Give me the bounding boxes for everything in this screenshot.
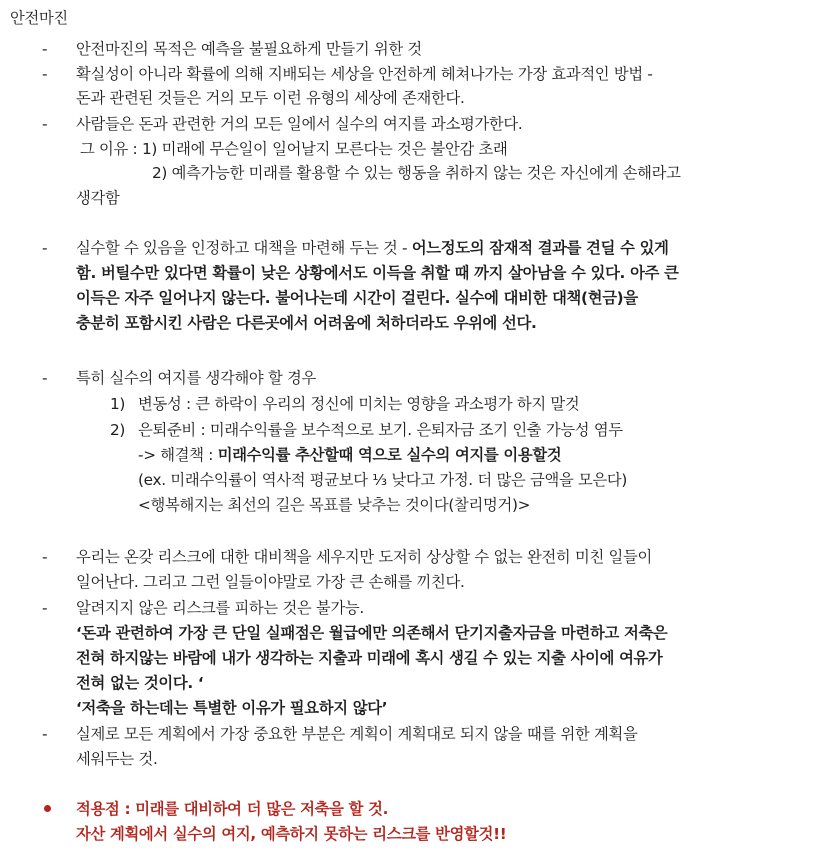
item-7-text: 알려지지 않은 리스크를 피하는 것은 불가능.	[76, 599, 364, 617]
sub-item-2-text: 은퇴준비 : 미래수익률을 보수적으로 보기. 은퇴자금 조기 인출 가능성 염두	[138, 421, 623, 439]
item-4-line-1	[76, 236, 669, 260]
sub-item-2-number: 2)	[110, 421, 126, 439]
dash-marker: -	[42, 725, 48, 743]
dash-marker: -	[42, 369, 48, 387]
dash-marker: -	[42, 40, 48, 58]
item-3-reason-2: 2) 예측가능한 미래를 활용할 수 있는 행동을 취하지 않는 것은 자신에게 손해라고	[152, 164, 681, 182]
item-4-line-2: 함. 버틸수만 있다면 확률이 낮은 상황에서도 이득을 취할 때 까지 살아남을 수 있다. 아주 큰	[76, 264, 679, 282]
item-8-line-1: 실제로 모든 계획에서 가장 중요한 부분은 계획이 계획대로 되지 않을 때를 위한 계획을	[76, 725, 638, 743]
quote-charlie-munger: <행복해지는 최선의 길은 목표를 낮추는 것이다(찰리멍거)>	[138, 496, 531, 514]
sub-item-1-text: 변동성 : 큰 하락이 우리의 정신에 미치는 영향을 과소평가 하지 말것	[138, 395, 580, 413]
dash-marker: -	[42, 65, 48, 83]
item-1-text: 안전마진의 목적은 예측을 불필요하게 만들기 위한 것	[76, 40, 422, 58]
item-8-line-2: 세워두는 것.	[76, 750, 158, 768]
item-6-line-2: 일어난다. 그리고 그런 일들이야말로 가장 큰 손해를 끼친다.	[76, 573, 465, 591]
sub-item-1-number: 1)	[110, 395, 126, 413]
apply-line-1: 적용점 : 미래를 대비하여 더 많은 저축을 할 것.	[76, 800, 389, 818]
solution-bold: 미래수익률 추산할때 역으로 실수의 여지를 이용할것	[217, 446, 562, 464]
item-4-line-4: 충분히 포함시킨 사람은 다른곳에서 어려움에 처하더라도 우위에 선다.	[76, 314, 537, 332]
item-6-line-1: 우리는 온갖 리스크에 대한 대비책을 세우지만 도저히 상상할 수 없는 완전히 미친 일들이	[76, 548, 652, 566]
quote-2: ‘저축을 하는데는 특별한 이유가 필요하지 않다’	[76, 699, 388, 717]
apply-line-2: 자산 계획에서 실수의 여지, 예측하지 못하는 리스크를 반영할것!!	[76, 825, 507, 843]
bullet-dot-icon	[44, 805, 51, 812]
solution-label: -> 해결책 :	[138, 446, 218, 464]
item-4-line-3: 이득은 자주 일어나지 않는다. 불어나는데 시간이 걸린다. 실수에 대비한 대책(현금)을	[76, 289, 638, 307]
quote-1-line-1: ‘돈과 관련하여 가장 큰 단일 실패점은 월급에만 의존해서 단기지출자금을 마련하고 저축은	[76, 624, 668, 642]
item-4-plain: 실수할 수 있음을 인정하고 대책을 마련해 두는 것 -	[76, 239, 412, 257]
quote-1-line-3: 전혀 없는 것이다. ‘	[76, 674, 204, 692]
item-5-text: 특히 실수의 여지를 생각해야 할 경우	[76, 369, 316, 387]
item-3-reason-2-cont: 생각함	[76, 189, 120, 207]
item-2-line-2: 돈과 관련된 것들은 거의 모두 이런 유형의 세상에 존재한다.	[76, 89, 465, 107]
doc-title: 안전마진	[10, 9, 68, 27]
item-4-bold: 어느정도의 잠재적 결과를 견딜 수 있게	[411, 239, 669, 257]
dash-marker: -	[42, 599, 48, 617]
dash-marker: -	[42, 548, 48, 566]
example-line: (ex. 미래수익률이 역사적 평균보다 ⅓ 낮다고 가정. 더 많은 금액을 모은다)	[138, 471, 628, 489]
dash-marker: -	[42, 239, 48, 257]
dash-marker: -	[42, 115, 48, 133]
item-2-line-1: 확실성이 아니라 확률에 의해 지배되는 세상을 안전하게 헤쳐나가는 가장 효과적인 방법 -	[76, 65, 653, 83]
item-3-text: 사람들은 돈과 관련한 거의 모든 일에서 실수의 여지를 과소평가한다.	[76, 115, 523, 133]
item-3-reason-1: 그 이유 : 1) 미래에 무슨일이 일어날지 모른다는 것은 불안감 초래	[80, 140, 508, 158]
solution-line	[138, 443, 561, 467]
quote-1-line-2: 전혀 하지않는 바람에 내가 생각하는 지출과 미래에 혹시 생길 수 있는 지출 사이에 여유가	[76, 649, 663, 667]
